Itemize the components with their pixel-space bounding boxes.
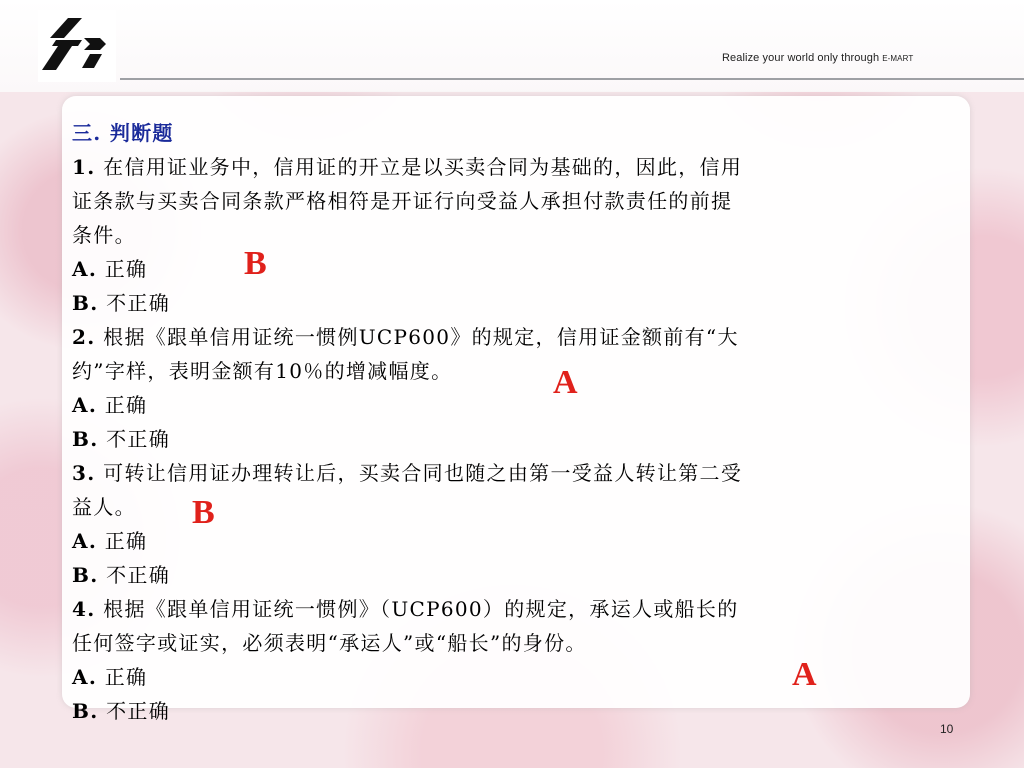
question-2-number: 2. (72, 325, 96, 349)
option-b-text: 不正确 (98, 291, 171, 315)
option-b-letter: B. (72, 699, 99, 723)
question-3-option-b (72, 558, 962, 592)
question-3-line-1 (72, 456, 962, 490)
option-a-letter: A. (72, 665, 98, 689)
header-divider (120, 78, 1024, 80)
emart-logo-icon (38, 10, 116, 82)
question-3-line-2: 益人。 (72, 495, 136, 519)
option-b-letter: B. (72, 291, 99, 315)
option-a-letter: A. (72, 393, 98, 417)
option-b-letter: B. (72, 427, 99, 451)
option-a-text: 正确 (97, 665, 148, 689)
option-a-text: 正确 (97, 529, 148, 553)
option-a-letter: A. (72, 529, 98, 553)
section-title: 三. 判断题 (72, 121, 174, 145)
question-1-line-3: 条件。 (72, 223, 136, 247)
option-a-text: 正确 (97, 257, 148, 281)
question-2-option-b (72, 422, 962, 456)
question-4-answer: A (792, 656, 817, 693)
option-a-text: 正确 (97, 393, 148, 417)
question-4-line-1 (72, 592, 962, 626)
question-4-text-1: 根据《跟单信用证统一惯例》（UCP600）的规定，承运人或船长的 (95, 597, 739, 621)
option-b-text: 不正确 (98, 699, 171, 723)
option-b-text: 不正确 (98, 563, 171, 587)
question-2-line-2: 约”字样，表明金额有10％的增减幅度。 (72, 359, 453, 383)
option-b-text: 不正确 (98, 427, 171, 451)
question-1-option-a (72, 252, 962, 286)
question-1-line-1 (72, 150, 962, 184)
option-b-letter: B. (72, 563, 99, 587)
question-1-number: 1. (72, 155, 96, 179)
slide-content (72, 116, 962, 728)
tagline-brand: E-MART (882, 54, 914, 63)
question-1-text-1: 在信用证业务中，信用证的开立是以买卖合同为基础的，因此，信用 (95, 155, 743, 179)
question-1-answer: B (244, 245, 267, 282)
tagline (722, 52, 913, 64)
question-2-option-a (72, 388, 962, 422)
option-a-letter: A. (72, 257, 98, 281)
question-1-option-b (72, 286, 962, 320)
question-3-text-1: 可转让信用证办理转让后，买卖合同也随之由第一受益人转让第二受 (95, 461, 743, 485)
page-number: 10 (940, 722, 954, 736)
question-4-line-2: 任何签字或证实，必须表明“承运人”或“船长”的身份。 (72, 631, 587, 655)
header-bar (0, 0, 1024, 92)
question-4-option-a (72, 660, 962, 694)
question-3-number: 3. (72, 461, 96, 485)
question-4-number: 4. (72, 597, 96, 621)
question-3-answer: B (192, 494, 215, 531)
question-2-line-1 (72, 320, 962, 354)
logo (38, 10, 116, 82)
tagline-text: Realize your world only through (722, 52, 880, 64)
question-4-option-b (72, 694, 962, 728)
question-2-text-1: 根据《跟单信用证统一惯例UCP600》的规定，信用证金额前有“大 (95, 325, 739, 349)
question-2-answer: A (553, 364, 578, 401)
question-1-line-2: 证条款与买卖合同条款严格相符是开证行向受益人承担付款责任的前提 (72, 189, 733, 213)
